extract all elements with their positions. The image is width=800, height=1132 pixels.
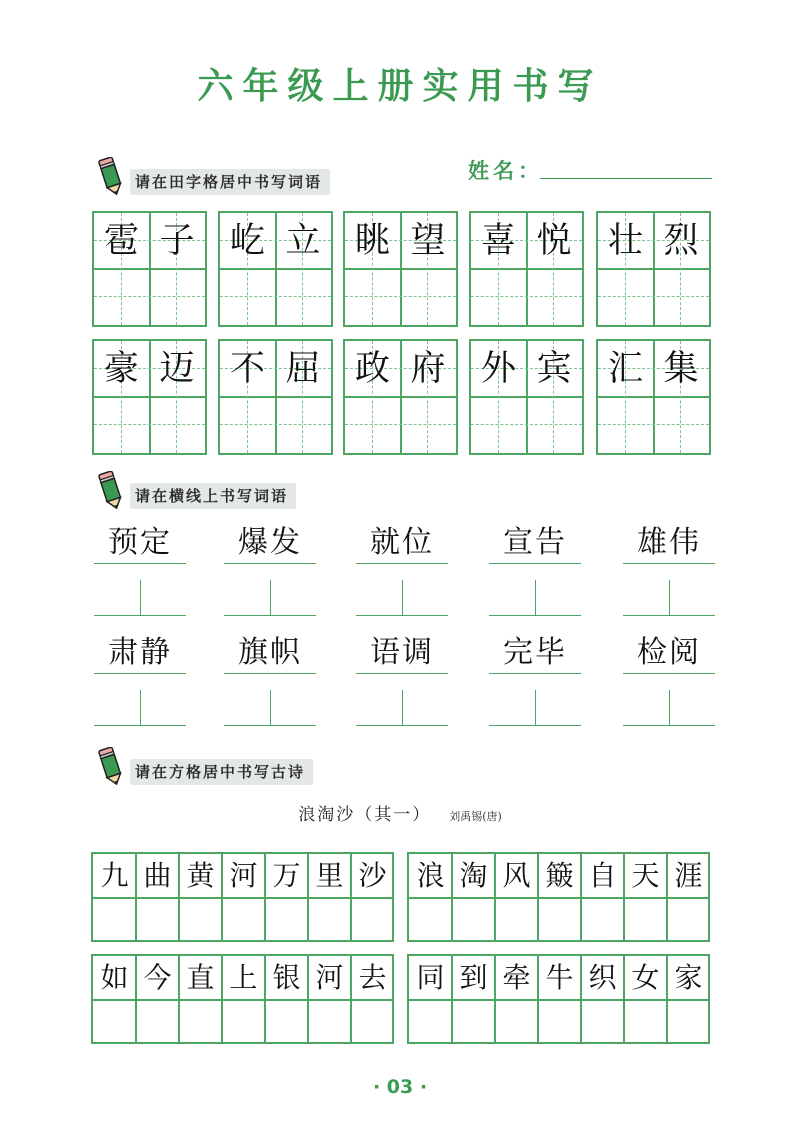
model-character: 望: [410, 221, 446, 261]
model-word: 肃静: [108, 635, 172, 670]
poem-character: 风: [502, 859, 531, 892]
practice-cell[interactable]: [308, 1001, 351, 1044]
tianzige-box: [469, 339, 584, 455]
poem-character: 河: [229, 859, 258, 892]
poem-title: 浪淘沙（其一）: [298, 805, 432, 825]
model-character: 悦: [536, 221, 572, 261]
poem-character: 牵: [502, 961, 531, 994]
practice-cell[interactable]: [150, 269, 206, 325]
poem-character: 银: [272, 961, 301, 994]
model-word: 雄伟: [637, 525, 701, 560]
tianzige-box: [596, 339, 711, 455]
model-character: 眺: [354, 221, 390, 261]
name-input-line[interactable]: [540, 178, 712, 179]
practice-line[interactable]: [224, 686, 316, 726]
model-character: 政: [354, 349, 390, 389]
poem-character: 上: [229, 961, 258, 994]
practice-cell[interactable]: [308, 899, 351, 942]
practice-cell[interactable]: [538, 899, 581, 942]
practice-cell[interactable]: [265, 899, 308, 942]
practice-cell[interactable]: [527, 269, 583, 325]
poem-character: 沙: [358, 859, 387, 892]
section-label: 请在横线上书写词语: [130, 483, 296, 509]
model-character: 外: [480, 349, 516, 389]
poem-character: 里: [315, 859, 344, 892]
practice-cell[interactable]: [136, 899, 179, 942]
poem-character: 同: [416, 961, 445, 994]
practice-cell[interactable]: [452, 899, 495, 942]
name-label: 姓名：: [468, 159, 543, 183]
pencil-icon: [96, 157, 126, 197]
word-line: [356, 524, 448, 564]
practice-line[interactable]: [489, 576, 581, 616]
model-character: 不: [229, 349, 265, 389]
practice-cell[interactable]: [401, 269, 457, 325]
practice-cell[interactable]: [220, 397, 276, 453]
word-line: [224, 634, 316, 674]
section-label: 请在方格居中书写古诗: [130, 759, 313, 785]
poem-character: 涯: [674, 859, 703, 892]
practice-cell[interactable]: [581, 899, 624, 942]
practice-cell[interactable]: [94, 269, 150, 325]
word-line: [94, 524, 186, 564]
practice-cell[interactable]: [654, 397, 710, 453]
practice-cell[interactable]: [179, 899, 222, 942]
word-line: [356, 634, 448, 674]
poem-character: 如: [100, 961, 129, 994]
model-character: 府: [410, 349, 446, 389]
tianzige-box: [343, 339, 458, 455]
word-line: [94, 634, 186, 674]
model-word: 就位: [370, 525, 434, 560]
practice-cell[interactable]: [345, 397, 401, 453]
poem-line-grid: [91, 852, 394, 942]
poem-character: 黄: [186, 859, 215, 892]
word-line: [489, 524, 581, 564]
model-character: 壮: [607, 221, 643, 261]
practice-cell[interactable]: [495, 899, 538, 942]
poem-line-grid: [407, 852, 710, 942]
model-word: 语调: [370, 635, 434, 670]
practice-cell[interactable]: [598, 269, 654, 325]
practice-cell[interactable]: [654, 269, 710, 325]
practice-cell[interactable]: [471, 269, 527, 325]
practice-line[interactable]: [94, 576, 186, 616]
practice-cell[interactable]: [222, 1001, 265, 1044]
pencil-icon: [96, 747, 126, 787]
practice-cell[interactable]: [667, 899, 710, 942]
practice-cell[interactable]: [179, 1001, 222, 1044]
poem-character: 今: [143, 961, 172, 994]
practice-cell[interactable]: [351, 899, 394, 942]
practice-cell[interactable]: [345, 269, 401, 325]
poem-character: 牛: [545, 961, 574, 994]
poem-character: 织: [588, 961, 617, 994]
model-word: 旗帜: [238, 635, 302, 670]
poem-character: 万: [272, 859, 301, 892]
model-character: 屹: [229, 221, 265, 261]
page-title: 六年级上册实用书写: [197, 66, 603, 107]
practice-line[interactable]: [623, 686, 715, 726]
model-character: 宾: [536, 349, 572, 389]
practice-cell[interactable]: [598, 397, 654, 453]
model-character: 立: [285, 221, 321, 261]
practice-cell[interactable]: [495, 1001, 538, 1044]
model-character: 豪: [103, 349, 139, 389]
model-character: 集: [663, 349, 699, 389]
practice-cell[interactable]: [265, 1001, 308, 1044]
model-character: 子: [159, 221, 195, 261]
model-word: 预定: [108, 525, 172, 560]
tianzige-box: [92, 339, 207, 455]
poem-character: 家: [674, 961, 703, 994]
tianzige-box: [218, 211, 333, 327]
tianzige-box: [343, 211, 458, 327]
poem-character: 直: [186, 961, 215, 994]
model-character: 迈: [159, 349, 195, 389]
practice-cell[interactable]: [471, 397, 527, 453]
poem-line-grid: [407, 954, 710, 1044]
practice-line[interactable]: [94, 686, 186, 726]
model-character: 雹: [103, 221, 139, 261]
practice-cell[interactable]: [94, 397, 150, 453]
practice-cell[interactable]: [401, 397, 457, 453]
model-character: 屈: [285, 349, 321, 389]
practice-cell[interactable]: [150, 397, 206, 453]
practice-cell[interactable]: [93, 899, 136, 942]
poem-heading: [0, 800, 800, 825]
poem-character: 去: [358, 961, 387, 994]
tianzige-box: [218, 339, 333, 455]
tianzige-box: [596, 211, 711, 327]
poem-author: 刘禹锡(唐): [449, 810, 502, 823]
word-line: [224, 524, 316, 564]
poem-character: 簸: [545, 859, 574, 892]
practice-cell[interactable]: [93, 1001, 136, 1044]
practice-line[interactable]: [224, 576, 316, 616]
practice-cell[interactable]: [527, 397, 583, 453]
practice-cell[interactable]: [351, 1001, 394, 1044]
word-line: [489, 634, 581, 674]
model-character: 汇: [607, 349, 643, 389]
practice-line[interactable]: [489, 686, 581, 726]
poem-character: 自: [588, 859, 617, 892]
practice-line[interactable]: [356, 576, 448, 616]
practice-cell[interactable]: [409, 899, 452, 942]
poem-character: 浪: [416, 859, 445, 892]
tianzige-box: [92, 211, 207, 327]
practice-cell[interactable]: [581, 1001, 624, 1044]
model-word: 宣告: [503, 525, 567, 560]
poem-character: 女: [631, 961, 660, 994]
poem-character: 淘: [459, 859, 488, 892]
poem-character: 河: [315, 961, 344, 994]
poem-character: 天: [631, 859, 660, 892]
practice-cell[interactable]: [624, 1001, 667, 1044]
poem-character: 九: [100, 859, 129, 892]
practice-cell[interactable]: [624, 899, 667, 942]
practice-cell[interactable]: [276, 397, 332, 453]
practice-cell[interactable]: [409, 1001, 452, 1044]
page-number: · 03 ·: [372, 1076, 428, 1098]
tianzige-box: [469, 211, 584, 327]
word-line: [623, 524, 715, 564]
practice-line[interactable]: [623, 576, 715, 616]
model-word: 完毕: [503, 635, 567, 670]
model-word: 爆发: [238, 525, 302, 560]
practice-cell[interactable]: [136, 1001, 179, 1044]
section-label: 请在田字格居中书写词语: [130, 169, 330, 195]
practice-cell[interactable]: [452, 1001, 495, 1044]
practice-cell[interactable]: [667, 1001, 710, 1044]
word-line: [623, 634, 715, 674]
poem-character: 曲: [143, 859, 172, 892]
practice-cell[interactable]: [538, 1001, 581, 1044]
poem-character: 到: [459, 961, 488, 994]
model-word: 检阅: [637, 635, 701, 670]
pencil-icon: [96, 471, 126, 511]
practice-cell[interactable]: [276, 269, 332, 325]
model-character: 喜: [480, 221, 516, 261]
model-character: 烈: [663, 221, 699, 261]
practice-line[interactable]: [356, 686, 448, 726]
practice-cell[interactable]: [222, 899, 265, 942]
poem-line-grid: [91, 954, 394, 1044]
practice-cell[interactable]: [220, 269, 276, 325]
